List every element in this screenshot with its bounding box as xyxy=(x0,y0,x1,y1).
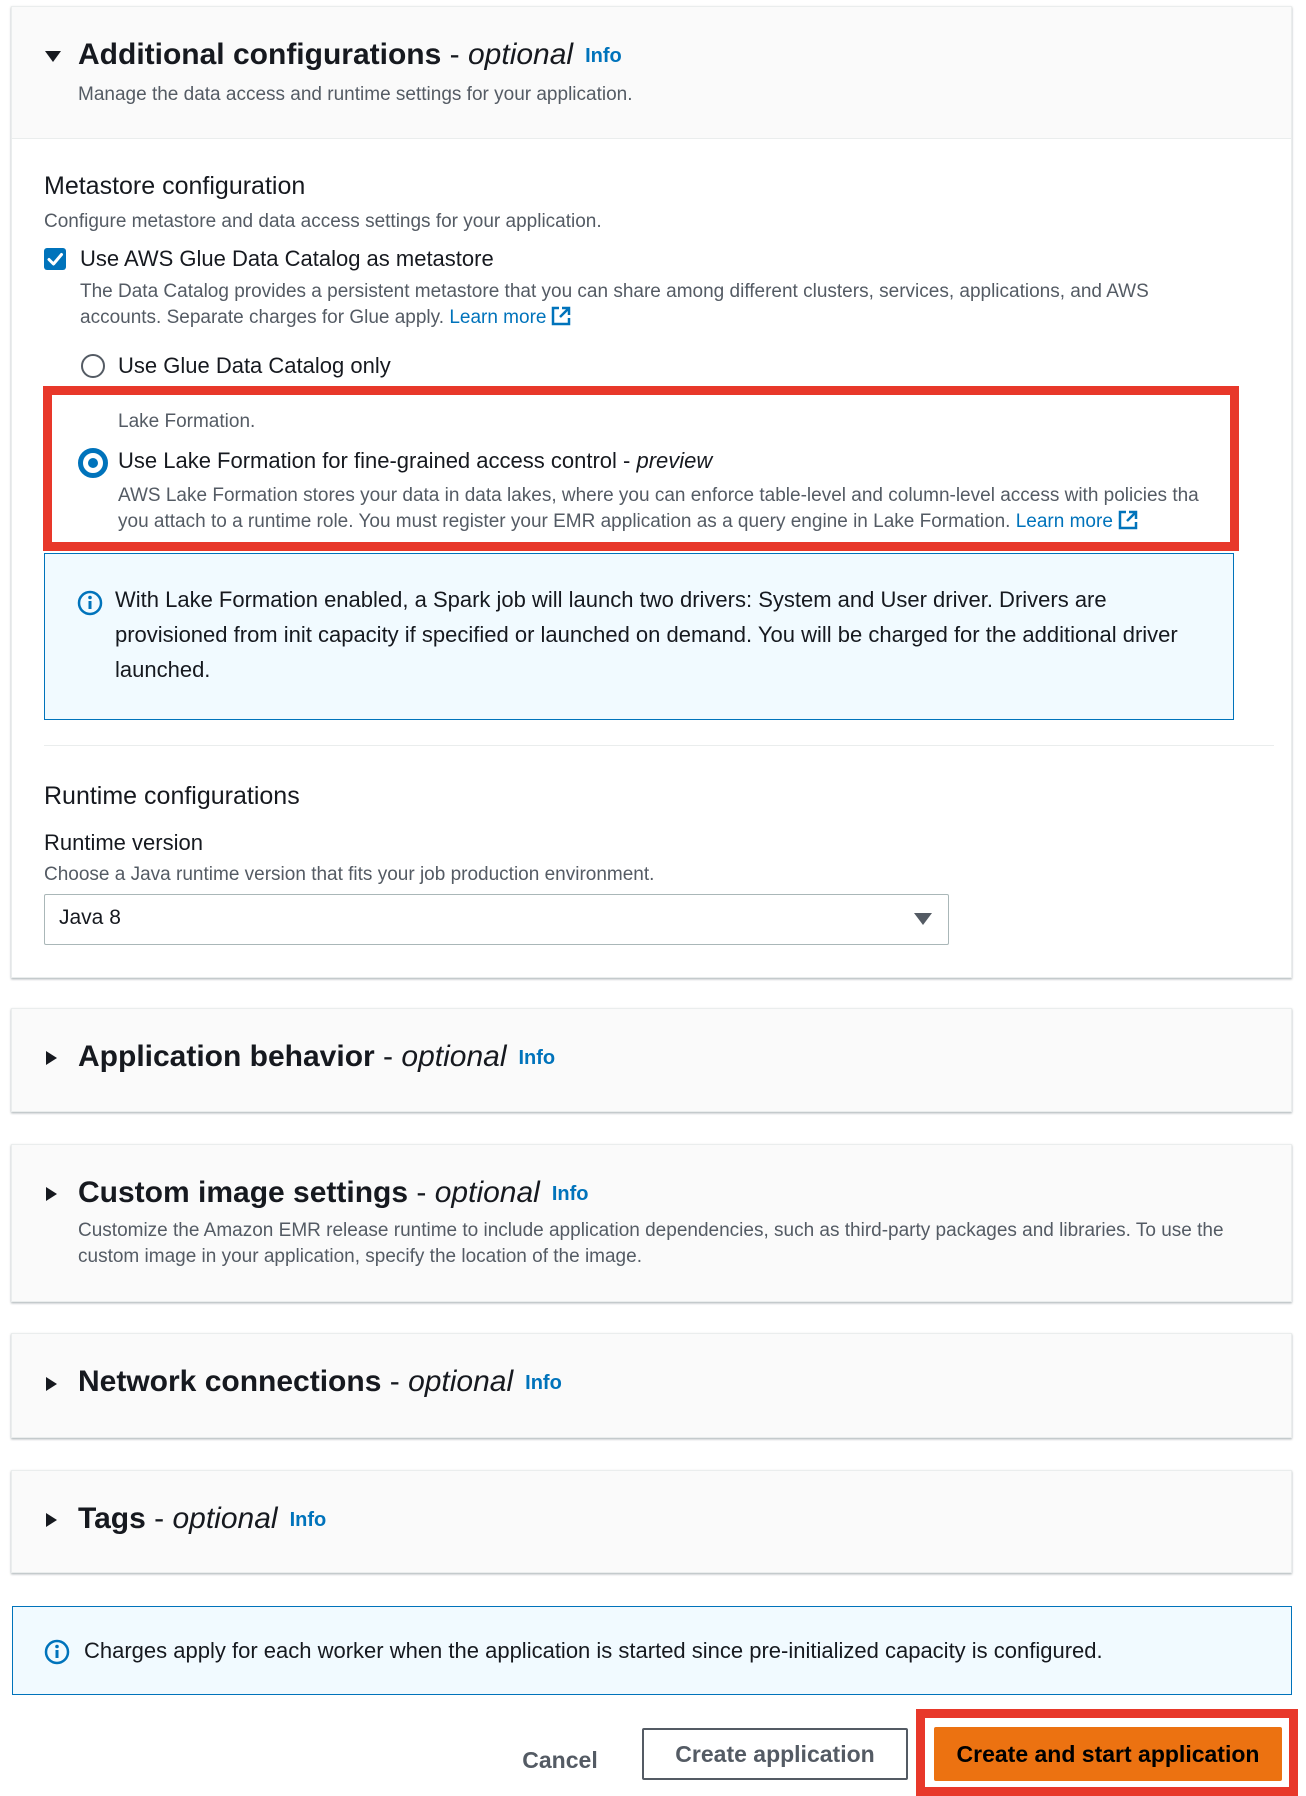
optional-label: optional xyxy=(408,1365,514,1398)
optional-label: optional xyxy=(172,1502,278,1535)
highlight-box xyxy=(43,386,1239,551)
glue-catalog-description xyxy=(80,279,1280,331)
custom-image-desc-line1: Customize the Amazon EMR release runtime to include application dependencies, such as third-party packages and libraries. To use the xyxy=(78,1220,1224,1241)
info-link[interactable]: Info xyxy=(518,1046,556,1069)
cancel-button[interactable]: Cancel xyxy=(522,1747,598,1773)
create-application-button[interactable]: Create application xyxy=(642,1728,908,1780)
section-divider xyxy=(44,745,1274,746)
caret-right-icon[interactable] xyxy=(46,1377,57,1391)
section-title: Network connections xyxy=(78,1365,382,1398)
glue-catalog-description-line2 xyxy=(80,305,1280,331)
lake-formation-label-text: Use Lake Formation for fine-grained access control xyxy=(118,448,617,473)
info-link[interactable]: Info xyxy=(585,44,622,67)
learn-more-link[interactable]: Learn more xyxy=(449,307,547,328)
network-connections-title xyxy=(78,1365,562,1399)
application-behavior-panel[interactable] xyxy=(11,1008,1292,1112)
preview-label: preview xyxy=(636,448,713,473)
caret-right-icon[interactable] xyxy=(46,1051,57,1065)
runtime-version-label: Runtime version xyxy=(44,830,203,855)
custom-image-settings-title xyxy=(78,1176,588,1210)
info-link[interactable]: Info xyxy=(551,1182,589,1205)
additional-configurations-description: Manage the data access and runtime settings for your application. xyxy=(78,84,633,105)
radio-glue-only-label[interactable]: Use Glue Data Catalog only xyxy=(118,353,391,378)
dropdown-caret-icon xyxy=(914,913,932,925)
charges-info-text: Charges apply for each worker when the application is started since pre-initialized capacity is configured. xyxy=(84,1638,1103,1663)
tags-title xyxy=(78,1502,326,1536)
section-title: Custom image settings xyxy=(78,1176,409,1209)
title-dash: - xyxy=(145,1502,173,1535)
additional-configurations-header[interactable] xyxy=(12,7,1291,139)
info-link[interactable]: Info xyxy=(525,1371,562,1394)
runtime-version-description: Choose a Java runtime version that fits your job production environment. xyxy=(44,864,655,885)
lake-formation-learn-more-link[interactable]: Learn more xyxy=(1015,511,1113,532)
section-title: Tags xyxy=(78,1502,146,1535)
caret-right-icon[interactable] xyxy=(46,1187,57,1201)
optional-label: optional xyxy=(401,1040,507,1073)
lake-formation-description-line1: AWS Lake Formation stores your data in data lakes, where you can enforce table-level and column-level access with policies tha xyxy=(118,485,1199,506)
runtime-version-select[interactable] xyxy=(44,894,949,945)
glue-catalog-checkbox-label[interactable]: Use AWS Glue Data Catalog as metastore xyxy=(80,246,494,271)
network-connections-panel[interactable] xyxy=(11,1333,1292,1438)
title-dash: - xyxy=(374,1040,402,1073)
lake-formation-info-alert xyxy=(44,553,1234,720)
title-dash: - xyxy=(381,1365,409,1398)
caret-down-icon[interactable] xyxy=(45,51,61,62)
title-dash: - xyxy=(408,1176,435,1209)
external-link-icon[interactable] xyxy=(550,305,572,327)
section-title: Additional configurations xyxy=(78,38,442,71)
caret-right-icon[interactable] xyxy=(46,1513,57,1527)
custom-image-settings-panel[interactable] xyxy=(11,1144,1292,1302)
custom-image-desc-line2: custom image in your application, specify the location of the image. xyxy=(78,1246,642,1267)
section-title: Application behavior xyxy=(78,1040,375,1073)
runtime-title: Runtime configurations xyxy=(44,782,300,810)
info-link[interactable]: Info xyxy=(289,1508,327,1531)
runtime-version-value: Java 8 xyxy=(59,906,121,929)
lake-formation-info-text: With Lake Formation enabled, a Spark job will launch two drivers: System and User driver. Drivers are provisioned from init capacity if specified or launched on demand. You will be charged for the additional driver launched. xyxy=(115,587,1178,682)
optional-label: optional xyxy=(434,1176,540,1209)
radio-glue-only[interactable] xyxy=(81,354,105,378)
radio-glue-only-description: Lake Formation. xyxy=(118,411,256,432)
checkmark-icon xyxy=(44,248,66,270)
metastore-description: Configure metastore and data access settings for your application. xyxy=(44,211,602,232)
glue-catalog-checkbox[interactable] xyxy=(44,248,66,270)
lake-formation-dash: - xyxy=(616,448,637,473)
title-dash: - xyxy=(441,38,468,71)
optional-label: optional xyxy=(467,38,574,71)
tags-panel[interactable] xyxy=(11,1470,1292,1573)
custom-image-settings-description xyxy=(78,1218,1278,1270)
additional-configurations-title xyxy=(78,38,622,72)
charges-info-alert xyxy=(12,1606,1292,1695)
info-circle-icon xyxy=(77,590,103,616)
info-circle-icon xyxy=(44,1639,70,1665)
create-and-start-application-button[interactable]: Create and start application xyxy=(934,1727,1282,1781)
glue-catalog-description-line1: The Data Catalog provides a persistent metastore that you can share among different clusters, services, applications, and AWS xyxy=(80,281,1149,302)
metastore-title: Metastore configuration xyxy=(44,172,306,200)
lake-formation-description-text: you attach to a runtime role. You must register your EMR application as a query engine in Lake Formation. xyxy=(118,511,1011,532)
glue-catalog-description-text: accounts. Separate charges for Glue apply. xyxy=(80,307,445,328)
application-behavior-title xyxy=(78,1040,555,1074)
